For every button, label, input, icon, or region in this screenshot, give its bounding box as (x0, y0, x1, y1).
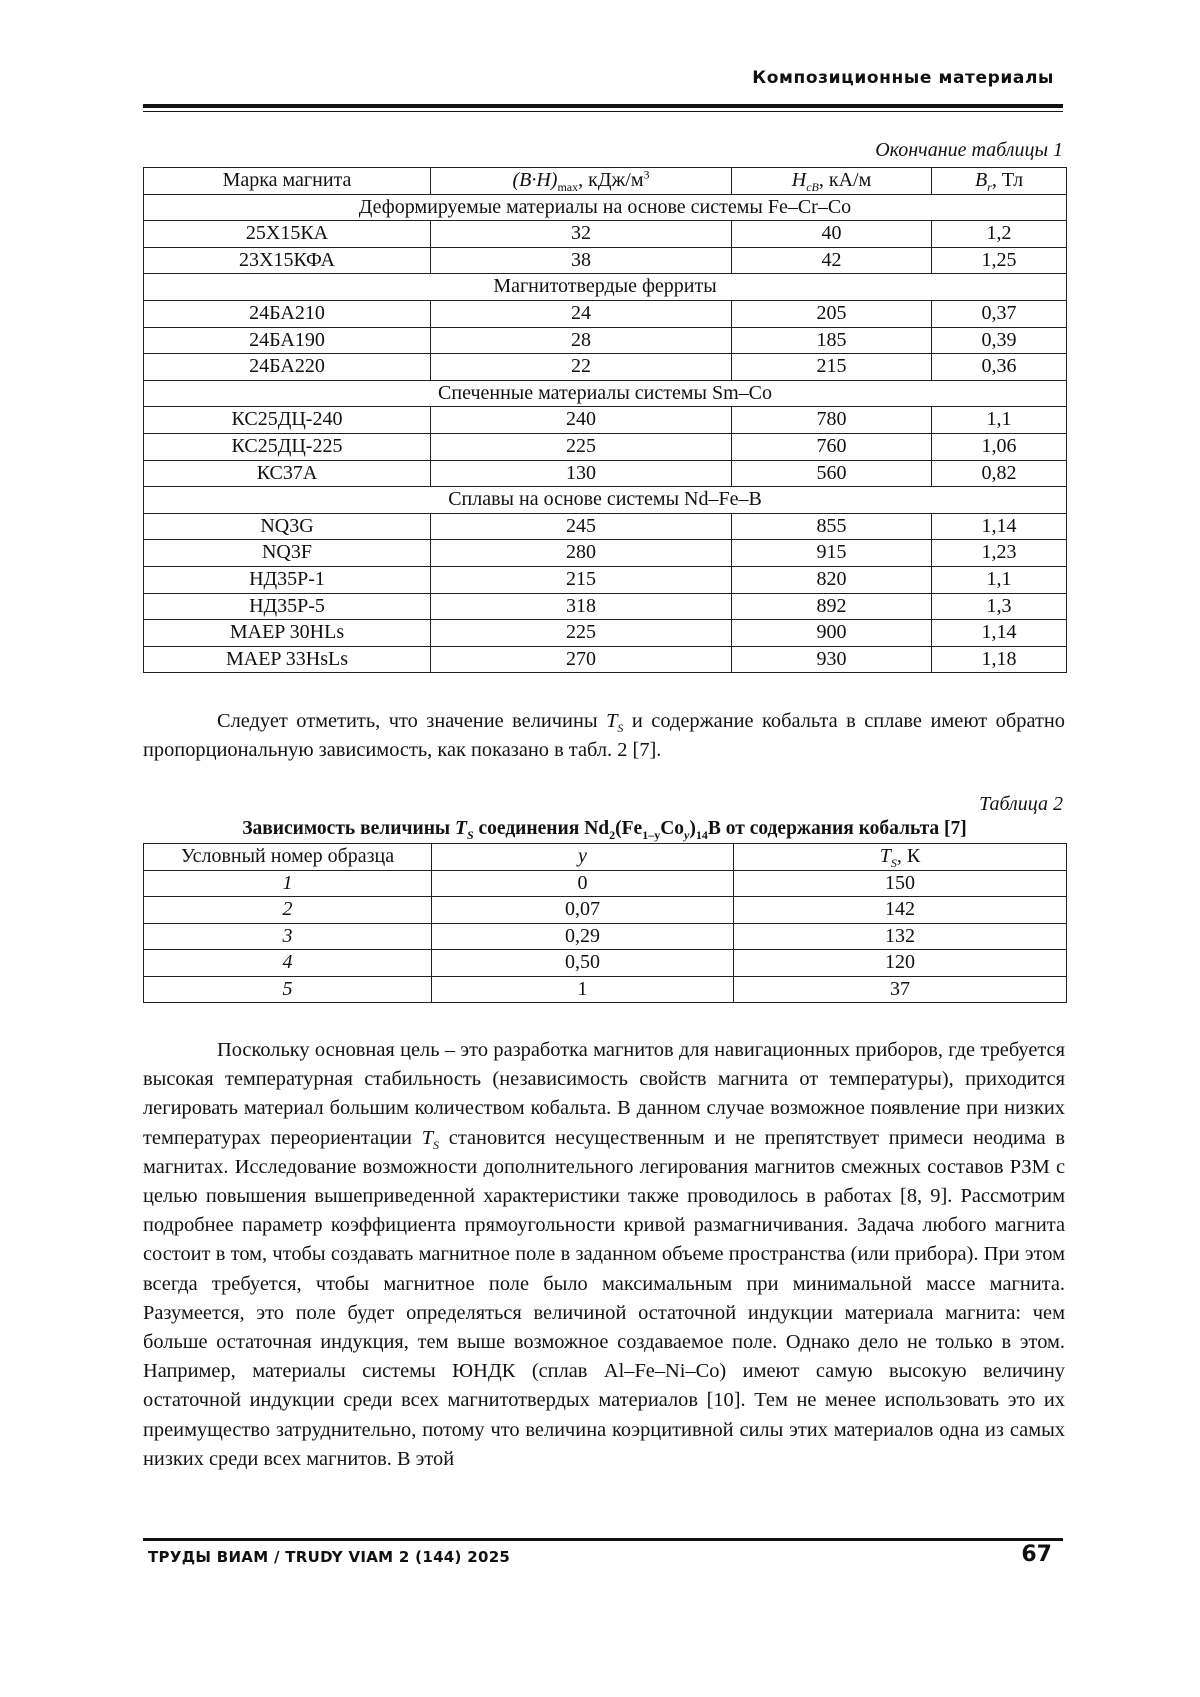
table1-section-row (144, 274, 1067, 301)
table1-row (144, 620, 1067, 647)
table1-caption: Окончание таблицы 1 (875, 139, 1063, 161)
table1-cell-remanence: 0,39 (932, 327, 1067, 354)
paragraph-1: Следует отметить, что значение величины $T_S$ и содержание кобальта в сплаве имеют обратно пропорциональную зависимость, как показано в табл. 2 [7]. (143, 710, 1065, 762)
table1-cell-coercivity: 930 (732, 646, 932, 673)
table1-cell-coercivity: 900 (732, 620, 932, 647)
table1-section-title: Сплавы на основе системы Nd–Fe–B (144, 487, 1067, 514)
table2-cell-ts: 142 (734, 897, 1067, 924)
table1-cell-coercivity: 42 (732, 247, 932, 274)
table1-row (144, 513, 1067, 540)
page-number: 67 (1021, 1542, 1052, 1567)
table2-cell-y: 0,50 (432, 950, 734, 977)
table1-cell-remanence: 0,36 (932, 354, 1067, 381)
table2-header-ts: $T_S$, К (734, 844, 1067, 871)
table2-row (144, 950, 1067, 977)
table1-row (144, 221, 1067, 248)
table2-row (144, 976, 1067, 1003)
table2-header-y: y (432, 844, 734, 871)
table2-cell-sample: 3 (144, 923, 432, 950)
table1-cell-energy: 225 (431, 620, 732, 647)
table1-cell-energy: 270 (431, 646, 732, 673)
table1 (143, 167, 1067, 673)
table1-cell-grade: 25Х15КА (144, 221, 431, 248)
table1-cell-coercivity: 205 (732, 300, 932, 327)
table1-row (144, 433, 1067, 460)
table1-cell-coercivity: 560 (732, 460, 932, 487)
table1-cell-energy: 245 (431, 513, 732, 540)
table1-cell-coercivity: 915 (732, 540, 932, 567)
table1-section-row (144, 194, 1067, 221)
table1-cell-grade: 23Х15КФА (144, 247, 431, 274)
table1-cell-energy: 240 (431, 407, 732, 434)
table1-section-title: Деформируемые материалы на основе системы Fe–Cr–Co (144, 194, 1067, 221)
table1-cell-grade: 24БА190 (144, 327, 431, 354)
table1-cell-grade: КС25ДЦ-240 (144, 407, 431, 434)
table1-cell-grade: NQ3F (144, 540, 431, 567)
table1-cell-energy: 318 (431, 593, 732, 620)
table1-cell-coercivity: 215 (732, 354, 932, 381)
table2-header-row (144, 844, 1067, 871)
table2-row (144, 923, 1067, 950)
table2-body (144, 870, 1067, 1003)
table1-cell-grade: 24БА220 (144, 354, 431, 381)
table2-title: Зависимость величины $T_S$ соединения $Nd_2(Fe_{1-y}Co_y)_{14}B$ от содержания кобальта [7] (242, 818, 967, 842)
table1-section-title: Магнитотвердые ферриты (144, 274, 1067, 301)
table1-cell-grade: КС37А (144, 460, 431, 487)
table1-cell-remanence: 0,37 (932, 300, 1067, 327)
table2-cell-y: 0,29 (432, 923, 734, 950)
table1-cell-remanence: 1,25 (932, 247, 1067, 274)
footer-rule (143, 1538, 1063, 1541)
table2-row (144, 897, 1067, 924)
table2-cell-sample: 1 (144, 870, 432, 897)
table1-cell-remanence: 1,06 (932, 433, 1067, 460)
table1-row (144, 566, 1067, 593)
table1-header-remanence: $B_r$, Тл (932, 168, 1067, 195)
table1-row (144, 593, 1067, 620)
running-title: Композиционные материалы (752, 68, 1054, 88)
table1-cell-coercivity: 892 (732, 593, 932, 620)
table2 (143, 843, 1067, 1003)
table1-row (144, 327, 1067, 354)
table2-cell-ts: 120 (734, 950, 1067, 977)
table1-body (144, 194, 1067, 673)
table1-cell-coercivity: 780 (732, 407, 932, 434)
table2-cell-ts: 150 (734, 870, 1067, 897)
table1-cell-coercivity: 185 (732, 327, 932, 354)
table1-section-title: Спеченные материалы системы Sm–Co (144, 380, 1067, 407)
header-rule-thin (143, 111, 1063, 112)
table1-cell-grade: НД35Р-1 (144, 566, 431, 593)
table1-row (144, 407, 1067, 434)
table1-row (144, 300, 1067, 327)
table1-cell-remanence: 1,14 (932, 513, 1067, 540)
table1-cell-grade: НД35Р-5 (144, 593, 431, 620)
table1-cell-grade: MAEP 33HsLs (144, 646, 431, 673)
table2-cell-sample: 5 (144, 976, 432, 1003)
table1-cell-remanence: 1,3 (932, 593, 1067, 620)
table1-cell-energy: 215 (431, 566, 732, 593)
table1-cell-energy: 280 (431, 540, 732, 567)
table1-cell-energy: 22 (431, 354, 732, 381)
table1-cell-remanence: 1,23 (932, 540, 1067, 567)
table1-cell-remanence: 1,18 (932, 646, 1067, 673)
table1-cell-coercivity: 760 (732, 433, 932, 460)
table1-cell-remanence: 1,14 (932, 620, 1067, 647)
table1-cell-coercivity: 855 (732, 513, 932, 540)
table1-header-grade: Марка магнита (144, 168, 431, 195)
table1-header-coercivity: $H_{cB}$, кА/м (732, 168, 932, 195)
table2-cell-ts: 37 (734, 976, 1067, 1003)
paragraph-2: Поскольку основная цель – это разработка магнитов для навигационных приборов, где требуется высокая температурная стабильность (независимость свойств магнита от температуры), приходится легировать материал большим количеством кобальта. В данном случае возможное появление при низких температурах переориентации $T_S$ становится несущественным и не препятствует примеси неодима в магнитах. Исследование возможности дополнительного легирования магнитов смежных составов РЗМ с целью повышения вышеприведенной характеристики также проводилось в работах [8, 9]. Рассмотрим подробнее параметр коэффициента прямоугольности кривой размагничивания. Задача любого магнита состоит в том, чтобы создавать магнитное поле в заданном объеме пространства (или прибора). При этом всегда требуется, чтобы магнитное поле было максимальным при минимальной массе магнита. Разумеется, это поле будет определяться величиной остаточной индукции материала магнита: чем больше остаточная индукция, тем выше возможное создаваемое поле. Однако дело не только в этом. Например, материалы системы ЮНДК (сплав Al–Fe–Ni–Co) имеют самую высокую величину остаточной индукции среди всех магнитотвердых материалов [10]. Тем не менее использовать это их преимущество затруднительно, потому что величина коэрцитивной силы этих материалов одна из самых низких среди всех магнитов. В этой (143, 1039, 1065, 1470)
table1-row (144, 540, 1067, 567)
table1-cell-remanence: 1,1 (932, 566, 1067, 593)
table1-header-row (144, 168, 1067, 195)
table2-cell-y: 0 (432, 870, 734, 897)
table1-header-energy: $(B\cdot H)_{max}$, кДж/$м^3$ (431, 168, 732, 195)
table1-cell-grade: КС25ДЦ-225 (144, 433, 431, 460)
table1-cell-energy: 32 (431, 221, 732, 248)
table2-label: Таблица 2 (979, 793, 1063, 815)
table1-row (144, 460, 1067, 487)
table1-row (144, 247, 1067, 274)
table1-row (144, 354, 1067, 381)
table1-cell-grade: MAEP 30HLs (144, 620, 431, 647)
journal-footer: ТРУДЫ ВИАМ / TRUDY VIAM 2 (144) 2025 (148, 1548, 511, 1566)
table1-section-row (144, 380, 1067, 407)
table1-cell-grade: NQ3G (144, 513, 431, 540)
table2-header-sample: Условный номер образца (144, 844, 432, 871)
table1-cell-remanence: 1,1 (932, 407, 1067, 434)
table1-section-row (144, 487, 1067, 514)
table2-cell-sample: 2 (144, 897, 432, 924)
table2-cell-y: 0,07 (432, 897, 734, 924)
table1-cell-grade: 24БА210 (144, 300, 431, 327)
table1-cell-energy: 38 (431, 247, 732, 274)
table1-cell-coercivity: 820 (732, 566, 932, 593)
table1-cell-remanence: 0,82 (932, 460, 1067, 487)
table1-cell-energy: 24 (431, 300, 732, 327)
table1-cell-energy: 28 (431, 327, 732, 354)
table2-cell-y: 1 (432, 976, 734, 1003)
header-rule-thick (143, 104, 1063, 108)
table1-cell-remanence: 1,2 (932, 221, 1067, 248)
table1-cell-coercivity: 40 (732, 221, 932, 248)
table1-cell-energy: 225 (431, 433, 732, 460)
table1-cell-energy: 130 (431, 460, 732, 487)
table1-row (144, 646, 1067, 673)
table2-cell-sample: 4 (144, 950, 432, 977)
table2-cell-ts: 132 (734, 923, 1067, 950)
table2-row (144, 870, 1067, 897)
